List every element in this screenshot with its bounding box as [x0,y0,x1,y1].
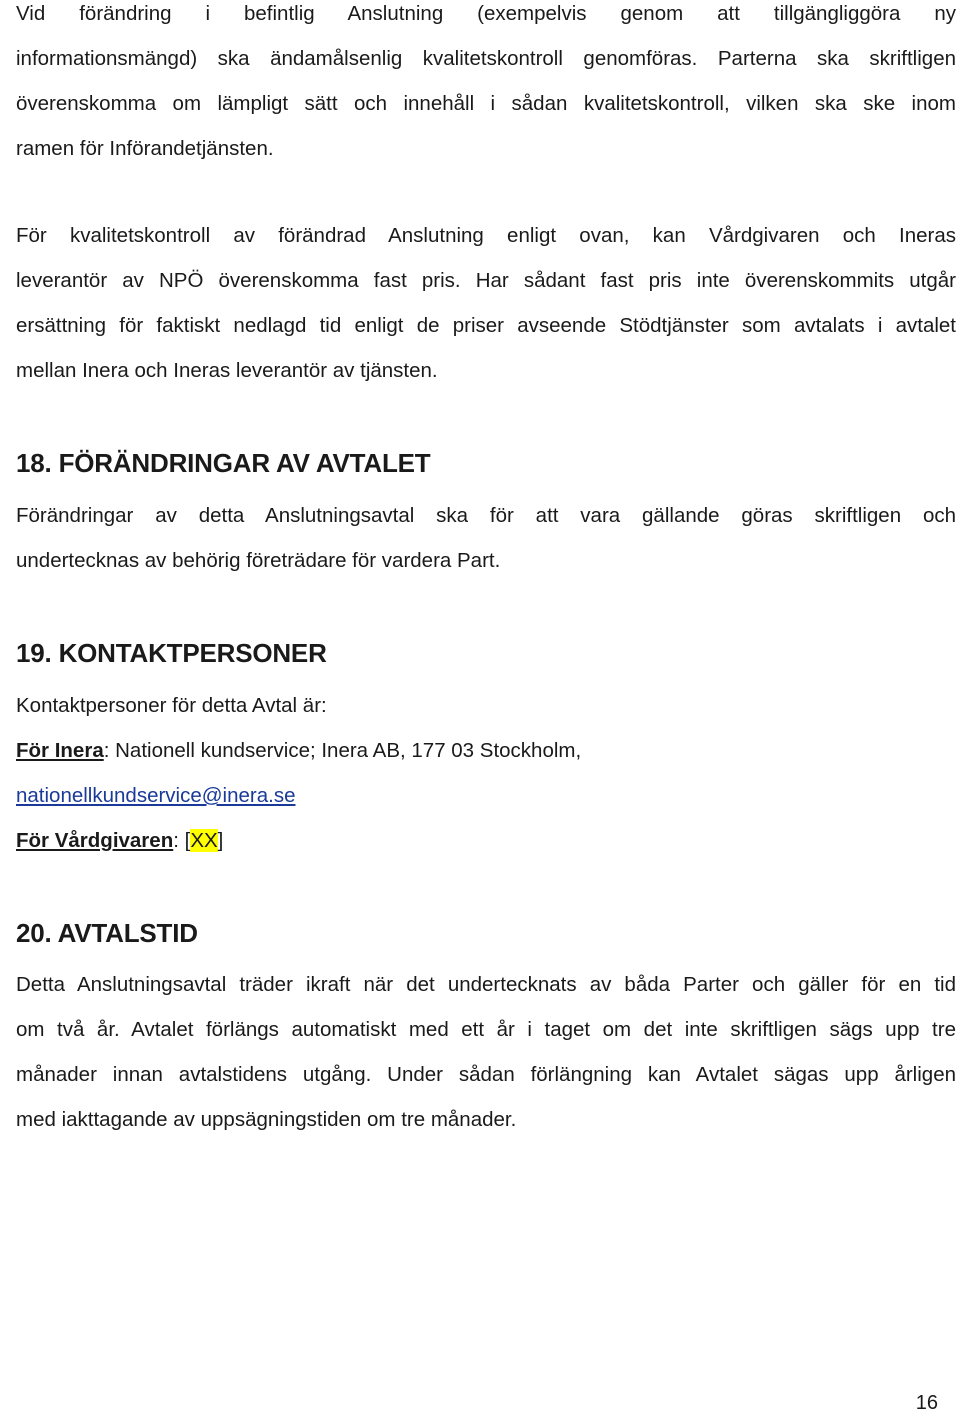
paragraph-line: Förändringar av detta Anslutningsavtal ska för att vara gällande göras skriftligen och [16,504,956,527]
paragraph-line: ramen för Införandetjänsten. [16,137,274,160]
contact-inera-label: För Inera [16,739,104,762]
paragraph-contacts [16,683,956,863]
contact-inera-separator: : [103,739,110,762]
contact-vardgivare-separator: : [ [173,829,191,852]
paragraph-line: överenskomma om lämpligt sätt och innehåll i sådan kvalitetskontroll, vilken ska ske inom [16,92,956,115]
paragraph-line: månader innan avtalstidens utgång. Under sådan förlängning kan Avtalet sägas upp årligen [16,1063,956,1086]
section-heading-18: 18. FÖRÄNDRINGAR AV AVTALET [16,448,431,478]
paragraph-line: leverantör av NPÖ överenskomma fast pris. Har sådant fast pris inte överenskommits utgår [16,269,956,292]
contact-inera [16,728,956,773]
page-number: 16 [915,1392,938,1414]
paragraph-term [16,962,956,1142]
paragraph-quality-control [16,0,956,171]
contact-vardgivare-label: För Vårdgivaren [16,829,174,852]
contacts-intro: Kontaktpersoner för detta Avtal är: [16,694,327,717]
paragraph-fixed-price [16,213,956,393]
paragraph-line: Detta Anslutningsavtal träder ikraft när det undertecknats av båda Parter och gäller för en tid [16,973,956,996]
contact-inera-text: Nationell kundservice; Inera AB, 177 03 Stockholm, [109,739,582,762]
paragraph-line: med iakttagande av uppsägningstiden om tre månader. [16,1108,517,1131]
paragraph-line: om två år. Avtalet förlängs automatiskt med ett år i taget om det inte skriftligen sägs upp tre [16,1018,956,1041]
paragraph-line: ersättning för faktiskt nedlagd tid enligt de priser avseende Stödtjänster som avtalats i avtalet [16,314,956,337]
paragraph-amendments [16,493,956,583]
contact-inera-email-line [16,773,956,818]
paragraph-line: informationsmängd) ska ändamålsenlig kvalitetskontroll genomföras. Parterna ska skriftligen [16,47,956,70]
contact-vardgivare-close: ] [217,829,224,852]
paragraph-line: Vid förändring i befintlig Anslutning (exempelvis genom att tillgängliggöra ny [16,2,956,25]
contact-vardgivare-placeholder: XX [190,829,218,852]
paragraph-line: mellan Inera och Ineras leverantör av tjänsten. [16,359,438,382]
paragraph-line: För kvalitetskontroll av förändrad Anslutning enligt ovan, kan Vårdgivaren och Ineras [16,224,956,247]
section-heading-20: 20. AVTALSTID [16,918,198,948]
contact-vardgivare [16,818,956,863]
contact-inera-email-link[interactable]: nationellkundservice@inera.se [16,784,296,807]
section-heading-19: 19. KONTAKTPERSONER [16,638,327,668]
paragraph-line: undertecknas av behörig företrädare för vardera Part. [16,549,501,572]
